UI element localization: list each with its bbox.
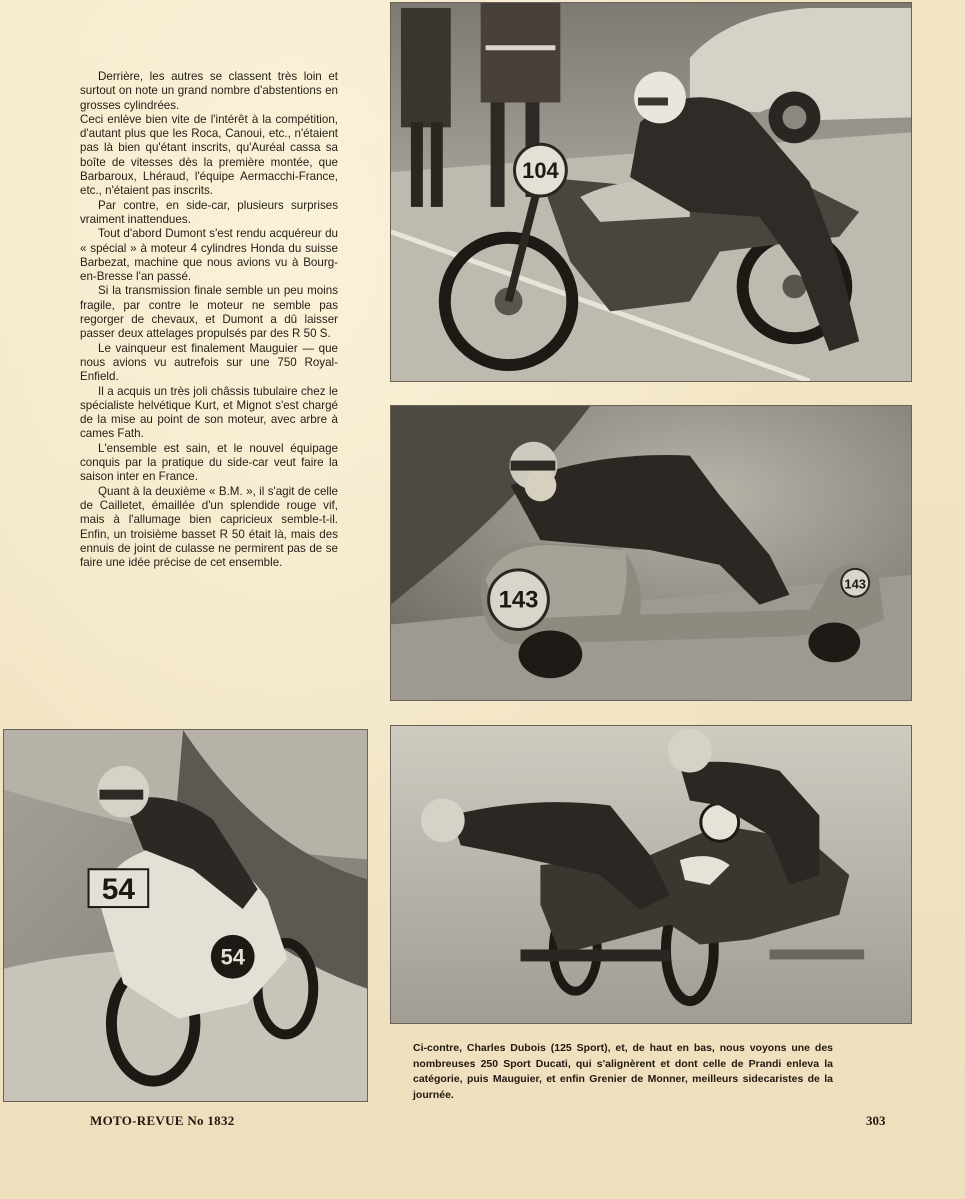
article-paragraph-5: Si la transmission finale semble un peu moins fragile, par contre le moteur ne semble pas regorger de chevaux, et Dumont a dû laisser passer deux attelages propulsés par des R 50 S. [80,284,338,341]
photo-3-side-number: 54 [220,944,245,970]
photo-2-race-number: 143 [498,586,539,614]
photo-motorcycle-54 [3,729,368,1102]
article-paragraph-9: Quant à la deuxième « B.M. », il s'agit de celle de Cailletet, émaillée d'un splendide rouge vif, mais à l'allumage bien capricieux semble-t-il. Enfin, un troisième basset R 50 était là, mais des ennuis de joint de culasse ne permirent pas de se faire une idée précise de cet ensemble. [80,484,338,570]
photo-caption: Ci-contre, Charles Dubois (125 Sport), et, de haut en bas, nous voyons une des nombreuses 250 Sport Ducati, qui s'alignèrent et dont celle de Prandi enleva la catégorie, puis Mauguier, et enfin Grenier de Monner, meilleurs sidecaristes de la journée. [413,1042,833,1101]
photo-1-race-number: 104 [522,158,559,184]
article-paragraph-8: L'ensemble est sain, et le nouvel équipage conquis par la pratique du side-car veut faire la saison inter en France. [80,441,338,484]
article-paragraph-4: Tout d'abord Dumont s'est rendu acquéreur du « spécial » à moteur 4 cylindres Honda du suisse Barbezat, machine que nous avions vu à Bourg-en-Bresse l'an passé. [80,227,338,284]
article-paragraph-3: Par contre, en side-car, plusieurs surprises vraiment inattendues. [80,198,338,226]
footer-magazine-issue: MOTO-REVUE No 1832 [90,1113,235,1128]
footer-page-number: 303 [866,1113,886,1128]
photo-2-rear-number: 143 [844,576,867,592]
article-paragraph-7: Il a acquis un très joli châssis tubulaire chez le spécialiste helvétique Kurt, et Mignot s'est chargé de la mise au point de son moteur, avec arbre à cames Fath. [80,384,338,441]
article-paragraph-1: Derrière, les autres se classent très loin et surtout on note un grand nombre d'abstentions en grosses cylindrées. [80,70,338,112]
photo-sidecar-grenier [390,725,912,1024]
article-paragraph-6: Le vainqueur est finalement Mauguier — que nous avions vu autrefois sur une 750 Royal-Enfield. [80,341,338,384]
article-text-column [80,70,338,570]
photo-motorcycle-start [390,2,912,382]
article-paragraph-2: Ceci enlève bien vite de l'intérêt à la compétition, d'autant plus que les Roca, Canoui, etc., n'étaient pas là bien qu'étant inscrits, qu'Auréal cassa sa boîte de vitesses dès la première montée, que Barbaroux, Lhéraud, l'équipe Aermacchi-France, etc., n'étaient pas inscrits. [80,112,338,198]
photo-sidecar-143 [390,405,912,701]
photo-3-race-number: 54 [101,873,135,907]
